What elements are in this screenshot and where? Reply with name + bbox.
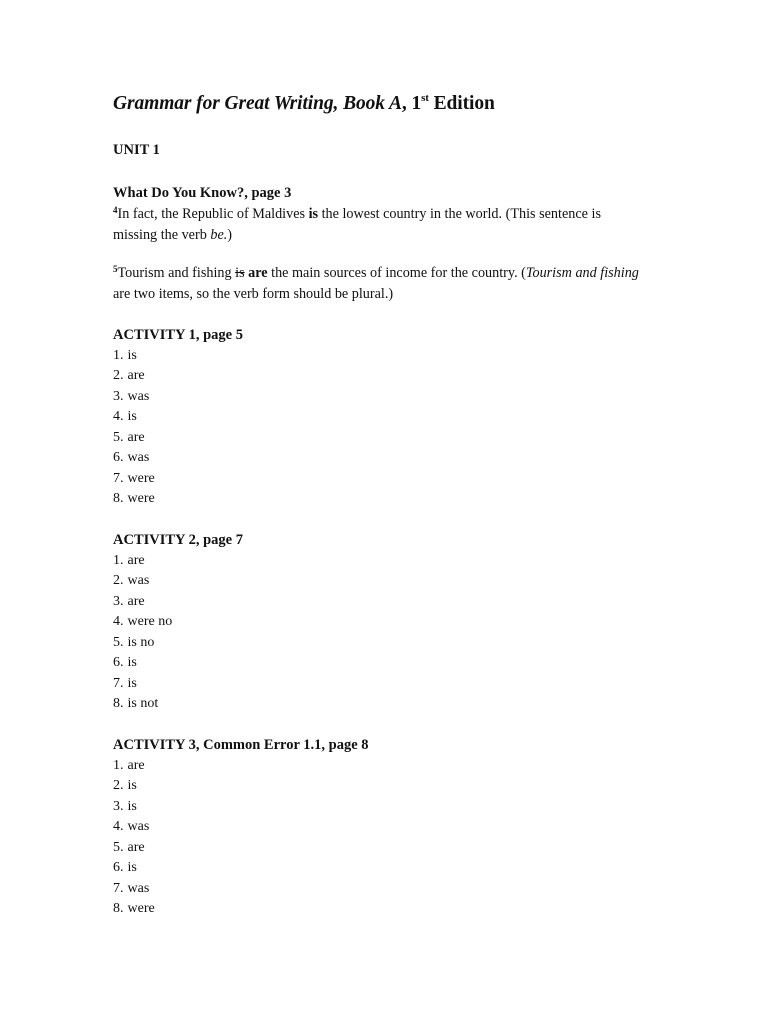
answer-number: 5. <box>113 429 124 445</box>
what-do-you-know-heading: What Do You Know?, page 3 <box>113 185 292 201</box>
answer-text: is <box>127 409 137 424</box>
answer-text: is <box>127 798 137 814</box>
answer-text: are <box>127 839 145 855</box>
answer-number: 7. <box>113 880 124 896</box>
activity-2-section <box>113 530 643 715</box>
activity-2-answer-list <box>113 551 643 715</box>
answer-text: were <box>127 491 155 506</box>
answer-item <box>113 366 643 387</box>
answer-item <box>113 797 643 818</box>
answer-item <box>113 469 643 490</box>
item-5-number: 5 <box>113 263 118 274</box>
answer-item <box>113 551 643 572</box>
answer-text: is not <box>127 696 159 711</box>
answer-item <box>113 838 643 859</box>
answer-number: 5. <box>113 839 124 855</box>
document-title <box>113 93 495 115</box>
item-4-number: 4 <box>113 204 118 215</box>
edition-word: Edition <box>428 93 495 114</box>
answer-number: 4. <box>113 614 124 629</box>
answer-text: is no <box>127 634 155 650</box>
item-4-text-after: the lowest country in the world. (This sentence is missing the verb <box>113 205 601 243</box>
answer-item <box>113 448 643 469</box>
answer-text: is <box>127 860 137 875</box>
activity-3-section <box>113 735 643 920</box>
answer-number: 2. <box>113 368 124 383</box>
answer-item <box>113 776 643 797</box>
answer-item <box>113 756 643 777</box>
activity-3-answer-list <box>113 756 643 920</box>
answer-text: is <box>127 675 137 691</box>
unit-heading: UNIT 1 <box>113 142 160 158</box>
what-do-you-know-section <box>113 183 643 305</box>
answer-number: 5. <box>113 634 124 650</box>
answer-number: 4. <box>113 819 124 834</box>
answer-item <box>113 899 643 920</box>
answer-text: were <box>127 901 155 916</box>
item-5-struck-verb: is <box>235 264 245 281</box>
item-4-text-before: In fact, the Republic of Maldives <box>117 205 309 222</box>
answer-number: 8. <box>113 491 124 506</box>
answer-text: is <box>127 655 137 670</box>
activity-1-heading: ACTIVITY 1, page 5 <box>113 327 243 343</box>
answer-item <box>113 571 643 592</box>
item-4-closing: ) <box>227 226 233 243</box>
activity-1-section <box>113 325 643 510</box>
answer-item <box>113 428 643 449</box>
answer-item <box>113 489 643 510</box>
answer-item <box>113 817 643 838</box>
answer-text: are <box>127 593 145 609</box>
answer-item <box>113 346 643 367</box>
item-5-bold-verb: are <box>248 264 268 281</box>
item-4-paragraph <box>113 204 643 246</box>
answer-number: 4. <box>113 409 124 424</box>
answer-text: was <box>127 880 150 896</box>
answer-item <box>113 858 643 879</box>
answer-number: 2. <box>113 778 124 793</box>
activity-2-heading: ACTIVITY 2, page 7 <box>113 532 243 548</box>
answer-text: are <box>127 368 145 383</box>
answer-number: 7. <box>113 675 124 691</box>
edition-number: 1 <box>411 93 422 114</box>
answer-item <box>113 694 643 715</box>
answer-text: is <box>127 347 137 363</box>
answer-item <box>113 633 643 654</box>
item-5-italic-phrase: Tourism and fishing <box>525 264 639 281</box>
answer-text: were no <box>127 614 173 629</box>
title-separator: , <box>401 93 412 114</box>
answer-item <box>113 879 643 900</box>
paragraph-gap <box>113 246 643 263</box>
answer-text: was <box>127 450 150 465</box>
answer-item <box>113 653 643 674</box>
answer-number: 8. <box>113 696 124 711</box>
answer-number: 2. <box>113 573 124 588</box>
answer-item <box>113 387 643 408</box>
answer-text: are <box>127 757 145 773</box>
answer-number: 6. <box>113 450 124 465</box>
item-5-text-after: the main sources of income for the country. ( <box>267 264 526 281</box>
item-4-italic-word: be. <box>210 226 228 243</box>
activity-1-answer-list <box>113 346 643 510</box>
edition-suffix: st <box>421 92 429 104</box>
activity-3-heading: ACTIVITY 3, Common Error 1.1, page 8 <box>113 737 369 753</box>
answer-item <box>113 612 643 633</box>
answer-text: is <box>127 778 137 793</box>
answer-number: 3. <box>113 798 124 814</box>
item-5-paragraph <box>113 263 643 305</box>
answer-number: 1. <box>113 347 124 363</box>
answer-number: 1. <box>113 757 124 773</box>
answer-number: 8. <box>113 901 124 916</box>
answer-text: was <box>127 388 150 404</box>
book-title: Grammar for Great Writing, Book A <box>113 93 402 114</box>
item-4-bold-verb: is <box>308 205 319 222</box>
answer-text: are <box>127 552 145 568</box>
answer-item <box>113 407 643 428</box>
answer-number: 6. <box>113 860 124 875</box>
answer-number: 1. <box>113 552 124 568</box>
item-5-closing: are two items, so the verb form should be plural.) <box>113 285 394 302</box>
answer-item <box>113 592 643 613</box>
answer-text: were <box>127 470 155 486</box>
answer-number: 6. <box>113 655 124 670</box>
item-5-text-before: Tourism and fishing <box>117 264 236 281</box>
answer-text: was <box>127 819 150 834</box>
answer-item <box>113 674 643 695</box>
answer-text: was <box>127 573 150 588</box>
answer-number: 7. <box>113 470 124 486</box>
answer-number: 3. <box>113 593 124 609</box>
answer-text: are <box>127 429 145 445</box>
answer-number: 3. <box>113 388 124 404</box>
